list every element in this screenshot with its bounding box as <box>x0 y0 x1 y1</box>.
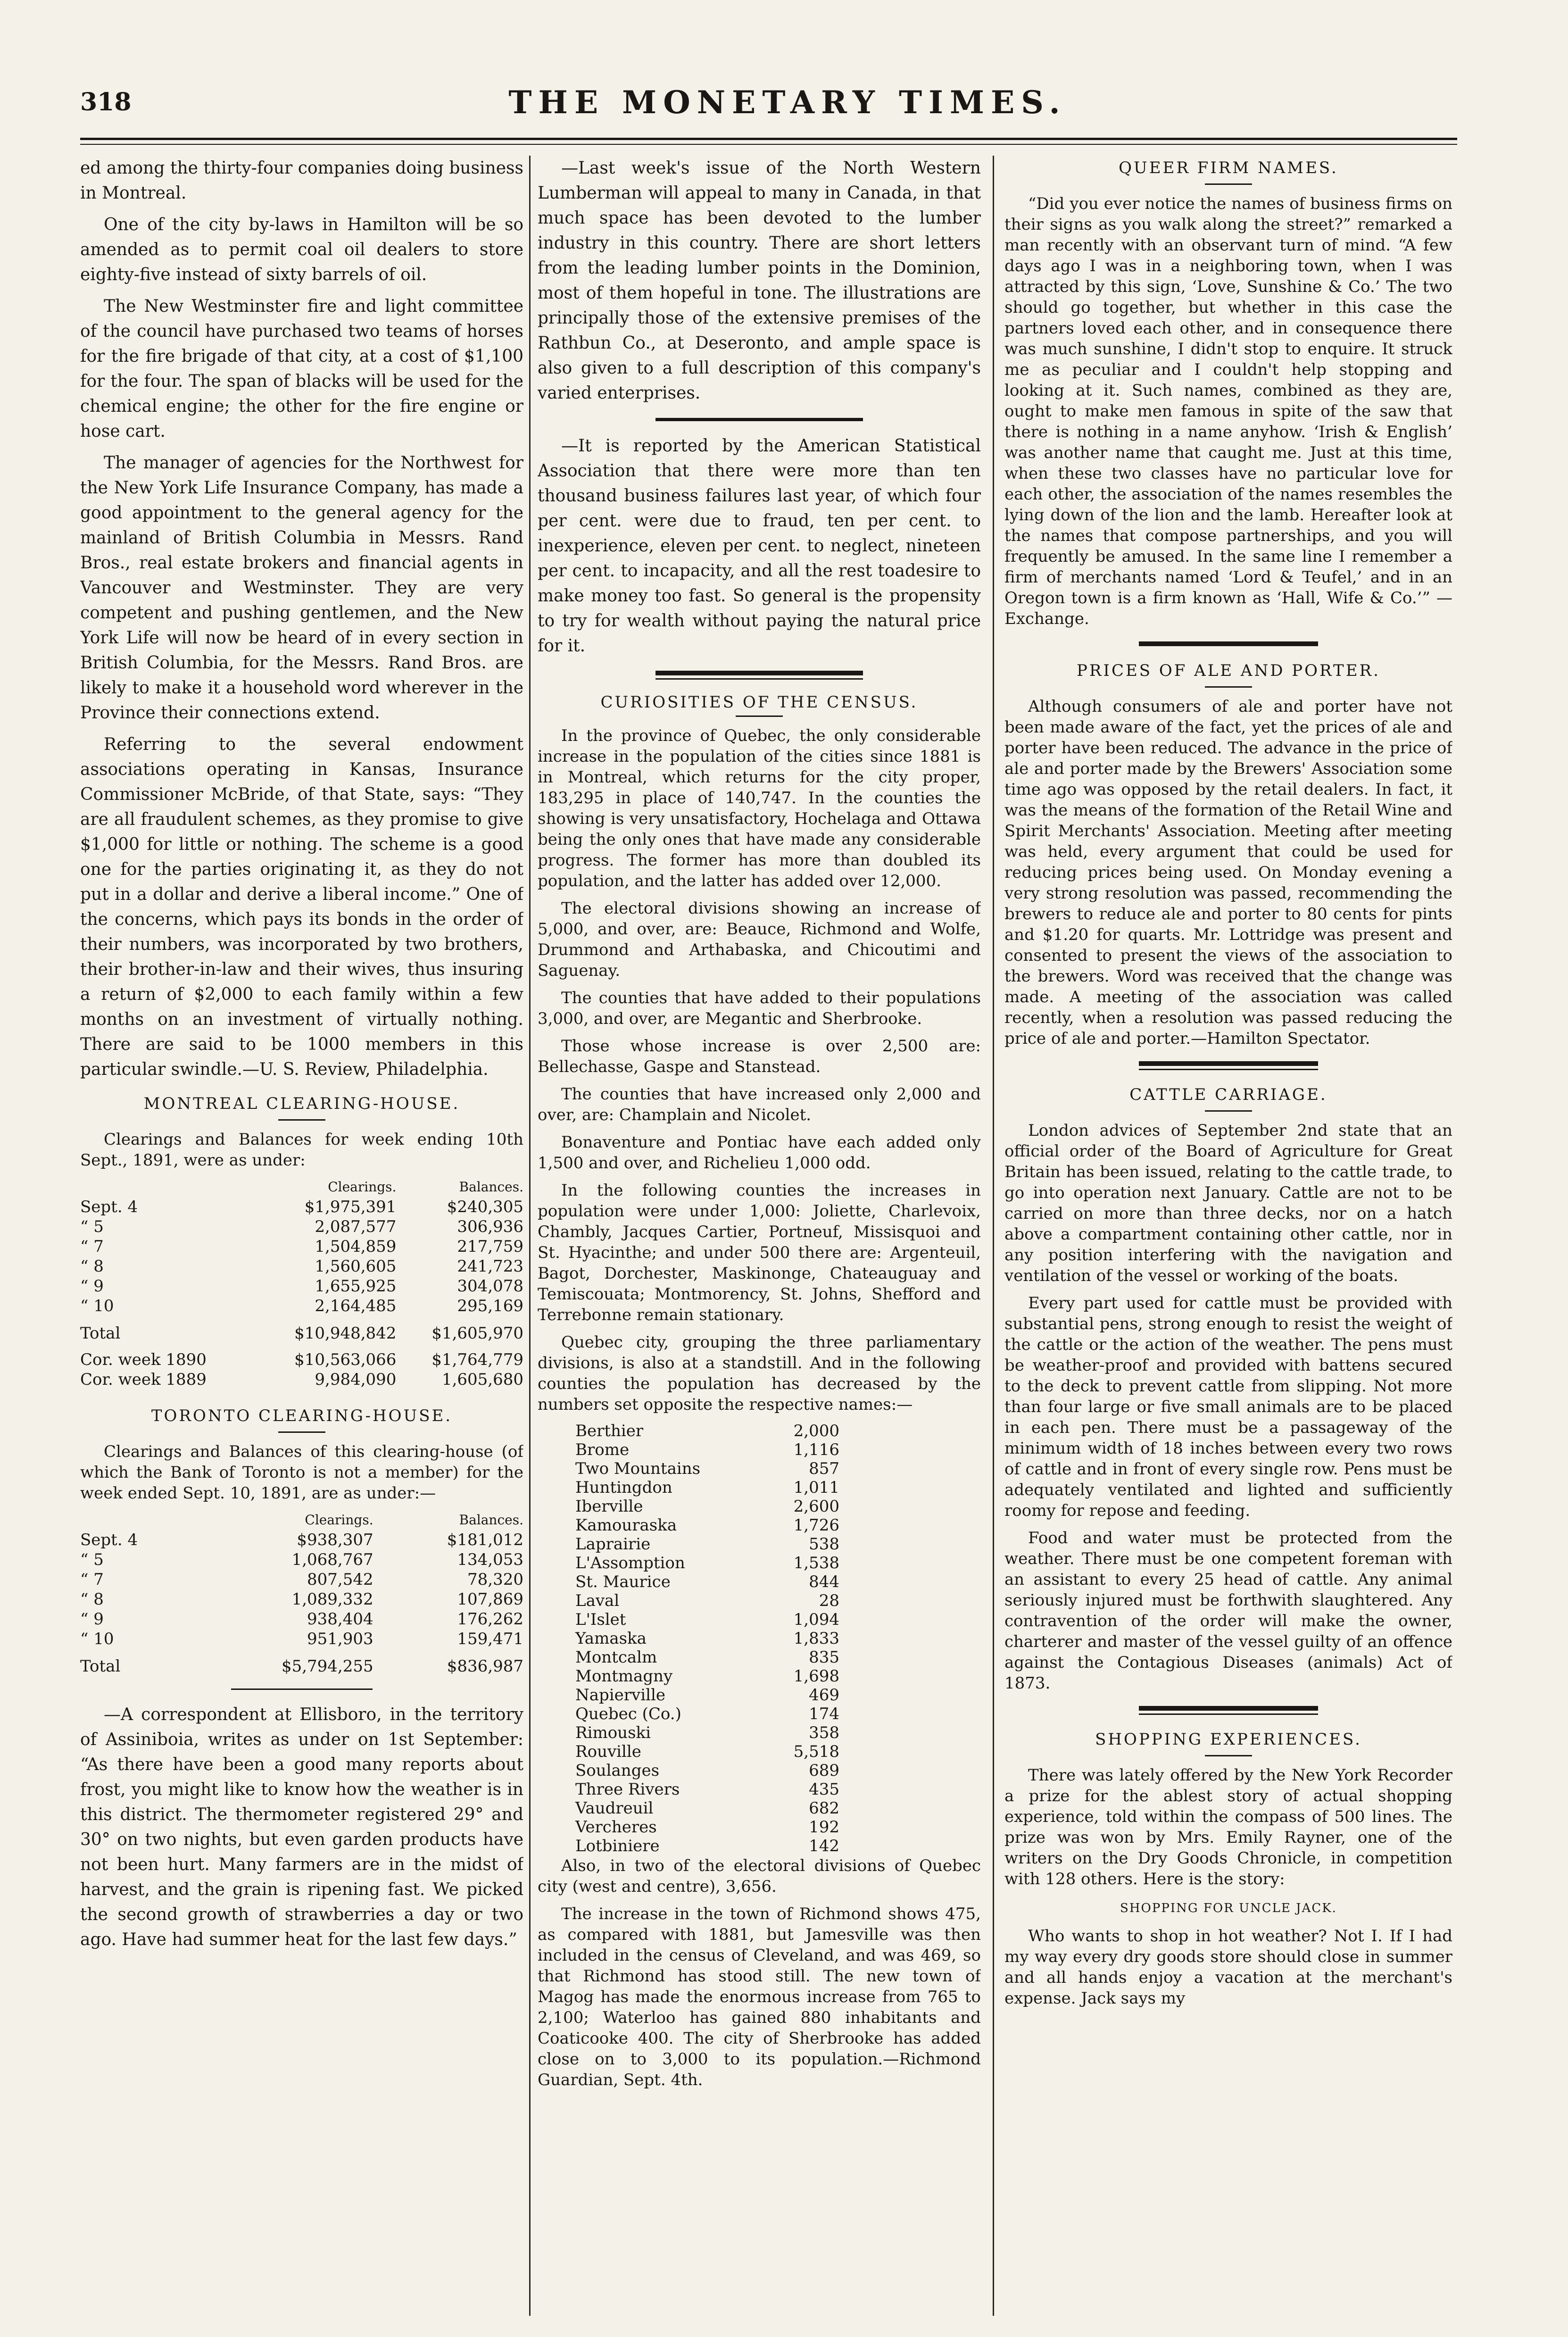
article-paragraph: The manager of agencies for the Northwest for the New York Life Insurance Company, has made a good appointment to the general agency for the mainland of British Columbia in Messrs. Rand Bros., real estate brokers and financial agents in Vancouver and Westminster. They are very competent and pushing gentlemen, and the New York Life will now be heard of in every section in British Columbia, for the Messrs. Rand Bros. are likely to make it a household word wherever in the Province their connections extend. <box>80 453 523 723</box>
table-row: Cor. week 1889 9,984,090 1,605,680 <box>80 1370 523 1389</box>
heading-rule <box>1205 686 1252 688</box>
heading-rule <box>1205 1755 1252 1756</box>
shopping-heading: SHOPPING EXPERIENCES. <box>1095 1730 1362 1749</box>
story-subheading: SHOPPING FOR UNCLE JACK. <box>1120 1901 1337 1915</box>
toronto-intro: Clearings and Balances of this clearing-house (of which the Bank of Toronto is not a member) for the week ended Sept. 10, 1891, are as under:— <box>80 1442 523 1503</box>
census-paragraph: Bonaventure and Pontiac have each added only 1,500 and over, and Richelieu 1,000 odd. <box>538 1133 981 1173</box>
census-paragraph: Also, in two of the electoral divisions of Quebec city (west and centre), 3,656. <box>538 1856 981 1896</box>
failures-paragraph: —It is reported by the American Statistical Association that there were more than ten thousand business failures last year, of which four per cent. were due to fraud, ten per cent. to inexperience, eleven per cent. to neglect, nineteen per cent. to incapacity, and all the rest toadesire to make money too fast. So general is the propensity to try for wealth without paying the natural price for it. <box>538 436 981 656</box>
census-paragraph: Those whose increase is over 2,500 are: Bellechasse, Gaspe and Stanstead. <box>538 1037 981 1076</box>
table-total-row: Total $10,948,842 $1,605,970 <box>80 1324 523 1343</box>
table-row: Sept. 4 $938,307 $181,012 <box>80 1530 523 1549</box>
col-header-clearings: Clearings. <box>305 1512 373 1528</box>
table-row: Quebec (Co.) 174 <box>575 1705 839 1723</box>
table-total-row: Total $5,794,255 $836,987 <box>80 1657 523 1676</box>
cattle-paragraph: Every part used for cattle must be provided with substantial pens, strong enough to resist the weight of the cattle or the action of the weather. The pens must be weather-proof and provided with battens secured to the deck to prevent cattle from slipping. Not more than four large or five small animals are to be placed in each pen. There must be a passageway of the minimum width of 18 inches between every two rows of cattle and in front of every single row. Pens must be adequately ventilated and lighted and sufficiently roomy for repose and feeding. <box>1004 1294 1452 1520</box>
heading-rule <box>1205 183 1252 185</box>
page-number: 318 <box>80 88 132 116</box>
article-paragraph: One of the city by-laws in Hamilton will be so amended as to permit coal oil dealers to store eighty-five instead of sixty barrels of oil. <box>80 215 523 284</box>
table-row: Berthier 2,000 <box>575 1422 839 1440</box>
table-row: “ 5 2,087,577 306,936 <box>80 1217 523 1236</box>
masthead-title: THE MONETARY TIMES. <box>508 84 1067 121</box>
section-separator <box>655 671 863 680</box>
county-decrease-table <box>575 1422 934 1855</box>
montreal-intro: Clearings and Balances for week ending 10th Sept., 1891, were as under: <box>80 1130 523 1170</box>
heading-rule <box>278 1119 325 1121</box>
table-row: Iberville 2,600 <box>575 1497 839 1516</box>
montreal-table <box>80 1177 523 1389</box>
col-header-balances: Balances. <box>459 1512 523 1528</box>
table-row: “ 5 1,068,767 134,053 <box>80 1550 523 1569</box>
table-row: “ 7 1,504,859 217,759 <box>80 1237 523 1256</box>
column-1 <box>80 156 523 2306</box>
table-row: Kamouraska 1,726 <box>575 1516 839 1535</box>
column-3 <box>1004 156 1452 2306</box>
montreal-heading: MONTREAL CLEARING-HOUSE. <box>143 1094 460 1113</box>
table-row: Vaudreuil 682 <box>575 1799 839 1818</box>
table-row: Yamaska 1,833 <box>575 1629 839 1648</box>
census-paragraph: The electoral divisions showing an increase of 5,000, and over, are: Beauce, Richmond and Wolfe, Drummond and Arthabaska, and Chicoutimi and Saguenay. <box>538 899 981 980</box>
cattle-heading: CATTLE CARRIAGE. <box>1129 1085 1327 1104</box>
table-row: Three Rivers 435 <box>575 1780 839 1799</box>
heading-rule <box>736 715 783 717</box>
lumberman-paragraph: —Last week's issue of the North Western Lumberman will appeal to many in Canada, in that much space has been devoted to the lumber industry in this country. There are short letters from the leading lumber points in the Dominion, most of them hopeful in tone. The illustrations are principally those of the extensive premises of the Rathbun Co., at Deseronto, and ample space is also given to a full description of this company's varied enterprises. <box>538 158 981 403</box>
table-row: “ 7 807,542 78,320 <box>80 1570 523 1589</box>
table-row: “ 10 951,903 159,471 <box>80 1630 523 1648</box>
table-row: L'Islet 1,094 <box>575 1610 839 1629</box>
section-separator <box>231 1688 373 1690</box>
table-row: Brome 1,116 <box>575 1440 839 1459</box>
census-paragraph: The increase in the town of Richmond shows 475, as compared with 1881, but Jamesville was then included in the census of Cleveland, and was 469, so that Richmond has stood still. The new town of Magog has made the enormous increase from 765 to 2,100; Waterloo has gained 880 inhabitants and Coaticooke 400. The city of Sherbrooke has added close on to 3,000 to its population.—Richmond Guardian, Sept. 4th. <box>538 1905 981 2089</box>
section-separator <box>655 418 863 421</box>
census-paragraph: The counties that have added to their populations 3,000, and over, are Megantic and Sherbrooke. <box>538 989 981 1028</box>
census-paragraph: In the province of Quebec, the only considerable increase in the population of the cities since 1881 is in Montreal, which returns for the city proper, 183,295 in place of 140,747. In the counties the showing is very unsatisfactory, Hochelaga and Ottawa being the only ones that have made any considerable progress. The former has more than doubled its population, and the latter has added over 12,000. <box>538 726 981 890</box>
heading-rule <box>1205 1110 1252 1112</box>
queer-heading: QUEER FIRM NAMES. <box>1119 158 1338 177</box>
col-header-balances: Balances. <box>459 1179 523 1195</box>
queer-paragraph: “Did you ever notice the names of business firms on their signs as you walk along the street?” remarked a man recently with an observant turn of mind. “A few days ago I was in a neighboring town, when I was attracted by this sign, ‘Love, Sunshine & Co.’ The two should go together, but whether in this case the partners loved each other, and in consequence there was much sunshine, I didn't stop to enquire. It struck me as peculiar and I couldn't help stopping and looking at it. Such names, combined as they are, ought to make men famous in spite of the saw that there is nothing in a name anyhow. ‘Irish & English’ was another name that caught me. Just at this time, when these two classes have no particular love for each other, the association of the names resembles the lying down of the lion and the lamb. Hereafter look at the names that compose partnerships, and you will frequently be amused. In the same line I remember a firm of merchants named ‘Lord & Teufel,’ and in an Oregon town is a firm known as ‘Hall, Wife & Co.’” —Exchange. <box>1004 194 1452 628</box>
ellisboro-paragraph: —A correspondent at Ellisboro, in the territory of Assiniboia, writes as under on 1st September: “As there have been a good many reports about frost, you might like to know how the weather is in this district. The thermometer registered 29° and 30° on two nights, but even garden products have not been hurt. Many farmers are in the midst of harvest, and the grain is ripening fast. We picked the second growth of strawberries a day or two ago. Have had summer heat for the last few days.” <box>80 1705 523 1949</box>
article-paragraph: Referring to the several endowment associations operating in Kansas, Insurance Commissioner McBride, of that State, says: “They are all fraudulent schemes, as they promise to give $1,000 for little or nothing. The scheme is a good one for the parties originating it, as they do not put in a dollar and derive a liberal income.” One of the concerns, which pays its bonds in the order of their numbers, was incorporated by two brothers, their brother-in-law and their wives, thus insuring a return of $2,000 to each family within a few months on an investment of virtually nothing. There are said to be 1000 members in this particular swindle.—U. S. Review, Philadelphia. <box>80 735 523 1079</box>
article-paragraph: The New Westminster fire and light committee of the council have purchased two teams of horses for the fire brigade of that city, at a cost of $1,100 for the four. The span of blacks will be used for the chemical engine; the other for the fire engine or hose cart. <box>80 297 523 441</box>
column-divider-2 <box>993 156 994 2316</box>
census-paragraph: Quebec city, grouping the three parliamentary divisions, is also at a standstill. And in the following counties the population has decreased by the numbers set opposite the respective names:— <box>538 1333 981 1414</box>
census-paragraph: In the following counties the increases in population were under 1,000: Joliette, Charlevoix, Chambly, Jacques Cartier, Portneuf, Missisquoi and St. Hyacinthe; and under 500 there are: Argenteuil, Bagot, Dorchester, Maskinonge, Chateauguay and Temiscouata; Montmorency, St. Johns, Shefford and Terrebonne remain stationary. <box>538 1181 981 1324</box>
ale-paragraph: Although consumers of ale and porter have not been made aware of the fact, yet the prices of ale and porter have been reduced. The advance in the price of ale and porter made by the Brewers' Association some time ago was opposed by the retail dealers. In fact, it was the means of the formation of the Retail Wine and Spirit Merchants' Association. Meeting after meeting was held, every argument that could be used for reducing prices being used. On Monday evening a very strong resolution was passed, recommending the brewers to reduce ale and porter to 80 cents for pints and $1.20 for quarts. Mr. Lottridge was present and consented to present the views of the association to the brewers. Word was received that the change was made. A meeting of the association was called recently, when a resolution was passed reducing the price of ale and porter.—Hamilton Spectator. <box>1004 697 1452 1048</box>
table-row: Two Mountains 857 <box>575 1459 839 1478</box>
toronto-table <box>80 1510 523 1676</box>
toronto-heading: TORONTO CLEARING-HOUSE. <box>151 1406 453 1425</box>
table-row: St. Maurice 844 <box>575 1572 839 1591</box>
header-rule-thin <box>80 144 1457 145</box>
ale-heading: PRICES OF ALE AND PORTER. <box>1077 661 1380 680</box>
table-row: Laprairie 538 <box>575 1535 839 1554</box>
cattle-paragraph: London advices of September 2nd state that an official order of the Board of Agriculture for Great Britain has been issued, relating to the cattle trade, to go into operation next January. Cattle are not to be carried on more than three decks, nor on a hatch above a compartment containing other cattle, nor in any position interfering with the navigation and ventilation of the vessel or working of the boats. <box>1004 1121 1452 1285</box>
table-row: “ 8 1,560,605 241,723 <box>80 1257 523 1276</box>
table-row: “ 8 1,089,332 107,869 <box>80 1590 523 1609</box>
cattle-paragraph: Food and water must be protected from the weather. There must be one competent foreman with an assistant to every 25 head of cattle. Any animal seriously injured must be forthwith slaughtered. Any contravention of the order will make the owner, charterer and master of the vessel guilty of an offence against the Contagious Diseases (animals) Act of 1873. <box>1004 1529 1452 1693</box>
table-row: Lotbiniere 142 <box>575 1837 839 1855</box>
shopping-paragraph: There was lately offered by the New York Recorder a prize for the ablest story of actual shopping experience, told within the compass of 500 lines. The prize was won by Mrs. Emily Rayner, one of the writers on the Dry Goods Chronicle, in competition with 128 others. Here is the story: <box>1004 1766 1452 1888</box>
census-paragraph: The counties that have increased only 2,000 and over, are: Champlain and Nicolet. <box>538 1085 981 1124</box>
header-rule-thick <box>80 138 1457 140</box>
page-header <box>80 84 1495 122</box>
col-header-clearings: Clearings. <box>328 1179 397 1195</box>
table-row: “ 9 1,655,925 304,078 <box>80 1277 523 1296</box>
table-row: Montcalm 835 <box>575 1648 839 1667</box>
section-separator <box>1139 641 1318 646</box>
column-divider-1 <box>529 156 531 2316</box>
table-row: Montmagny 1,698 <box>575 1667 839 1686</box>
table-row: Rimouski 358 <box>575 1723 839 1742</box>
column-2 <box>538 156 981 2306</box>
table-row: L'Assomption 1,538 <box>575 1554 839 1572</box>
table-row: “ 9 938,404 176,262 <box>80 1610 523 1629</box>
story-paragraph: Who wants to shop in hot weather? Not I. If I had my way every dry goods store should close in summer and all hands enjoy a vacation at the merchant's expense. Jack says my <box>1004 1927 1452 2008</box>
table-row: Laval 28 <box>575 1591 839 1610</box>
table-row: Rouville 5,518 <box>575 1742 839 1761</box>
heading-rule <box>278 1431 325 1433</box>
census-heading: CURIOSITIES OF THE CENSUS. <box>600 693 918 712</box>
table-row: Soulanges 689 <box>575 1761 839 1780</box>
section-separator <box>1139 1061 1318 1070</box>
table-row: Sept. 4 $1,975,391 $240,305 <box>80 1198 523 1216</box>
table-row: Vercheres 192 <box>575 1818 839 1837</box>
article-paragraph: ed among the thirty-four companies doing business in Montreal. <box>80 158 523 203</box>
table-row: Cor. week 1890 $10,563,066 $1,764,779 <box>80 1350 523 1369</box>
table-row: “ 10 2,164,485 295,169 <box>80 1297 523 1315</box>
table-row: Napierville 469 <box>575 1686 839 1705</box>
table-row: Huntingdon 1,011 <box>575 1478 839 1497</box>
section-separator <box>1139 1706 1318 1715</box>
